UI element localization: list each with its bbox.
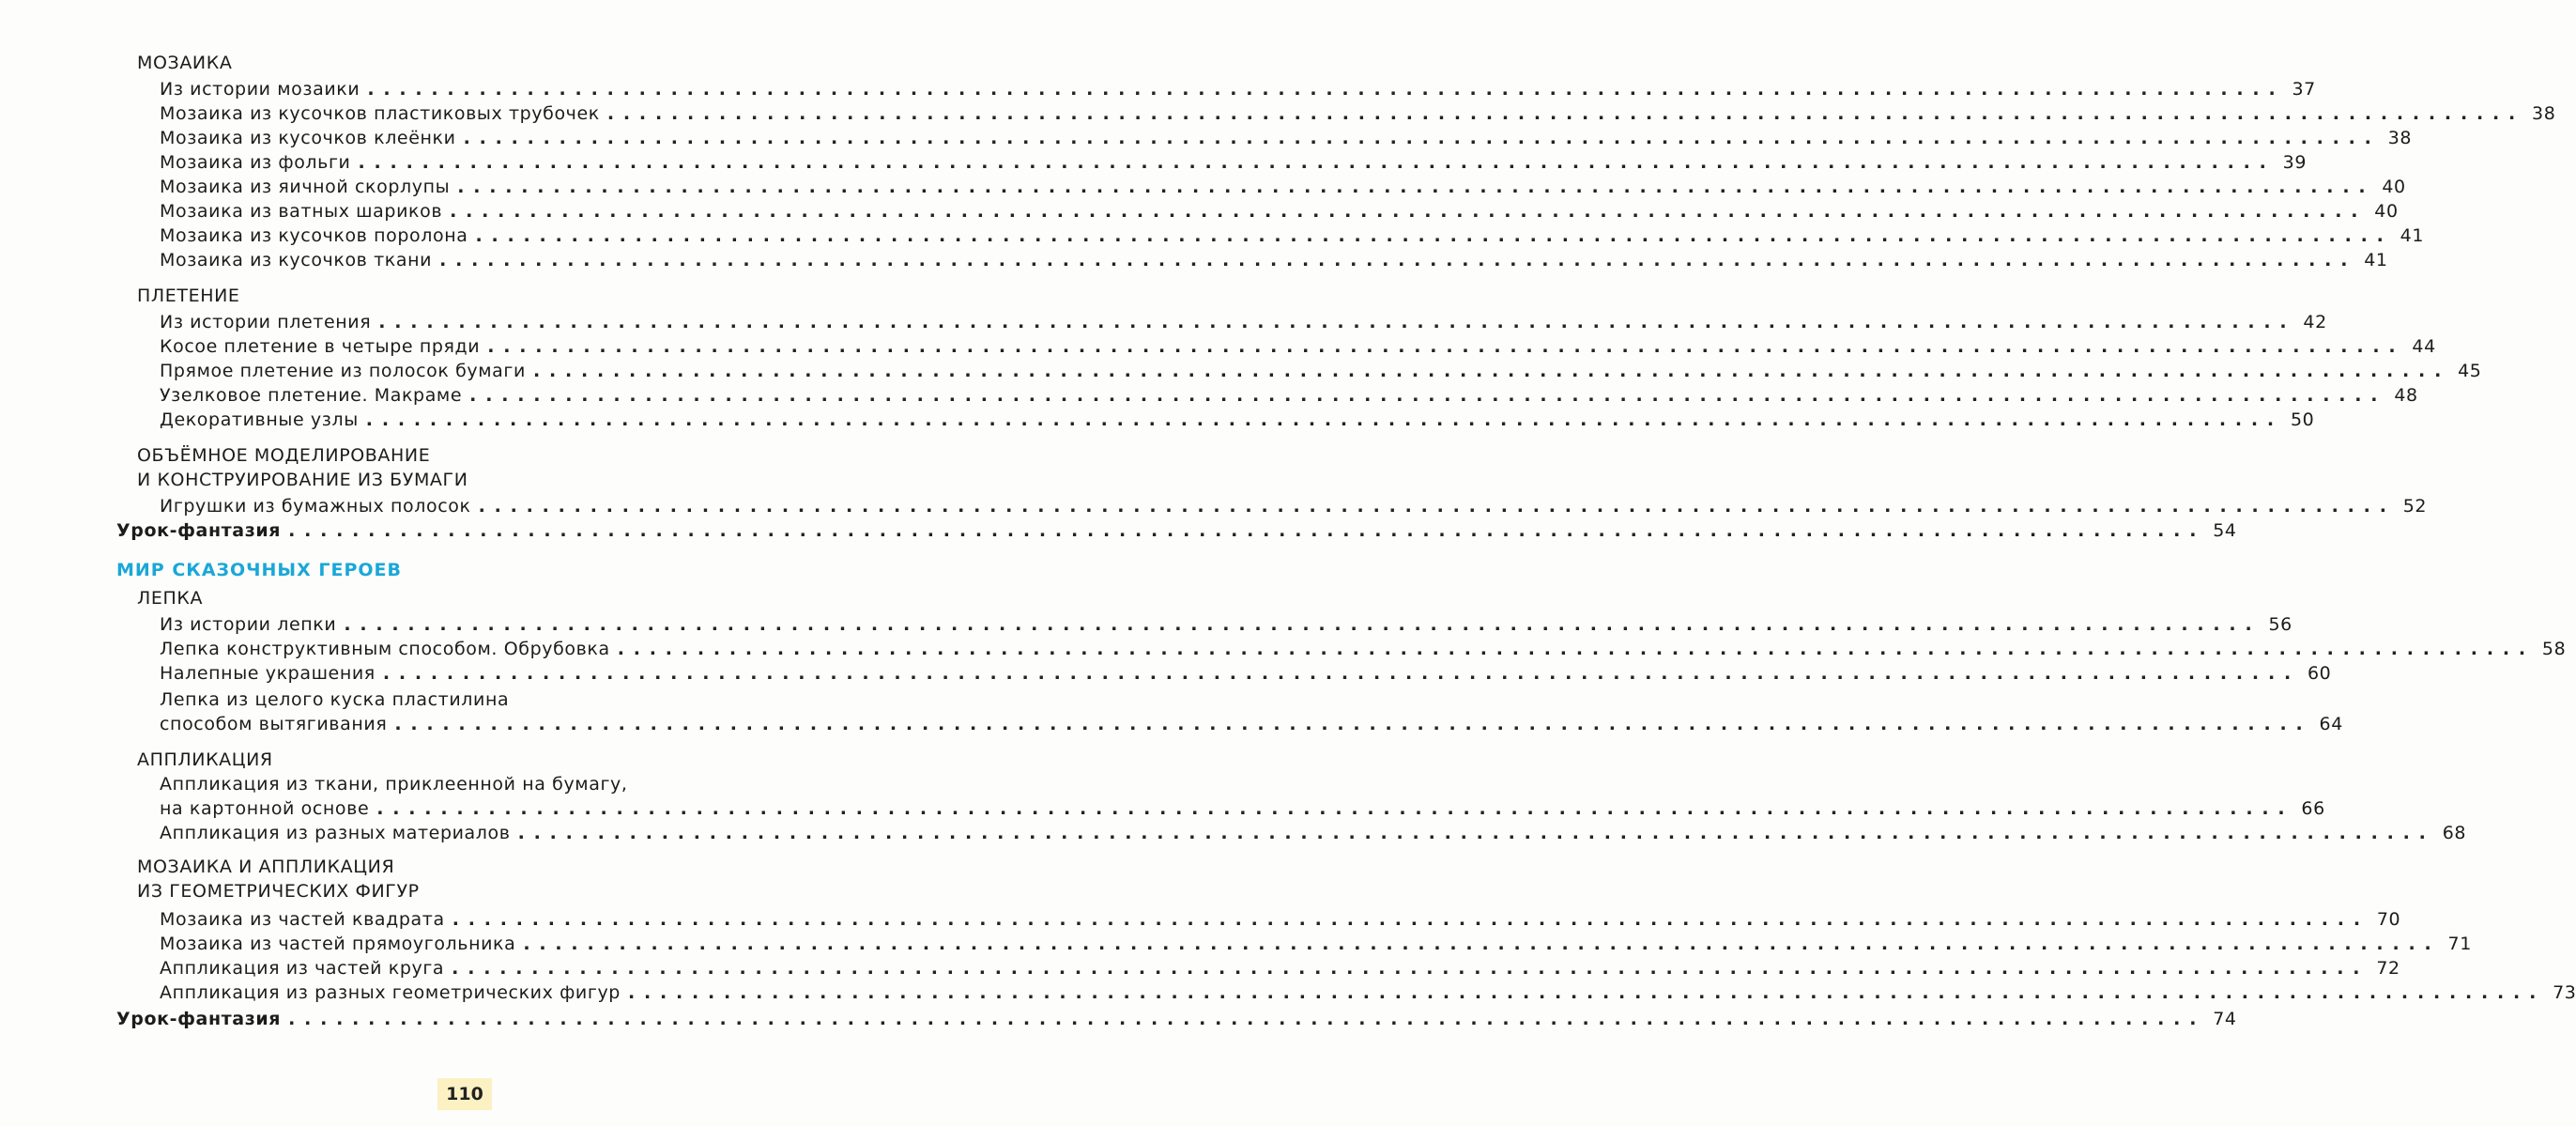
toc-entry-lesson[interactable] <box>116 1007 2237 1031</box>
entry-title: Налепные украшения <box>160 663 376 684</box>
chapter-heading: МИР СКАЗОЧНЫХ ГЕРОЕВ <box>116 560 403 580</box>
dot-leader: ........................................................................................................................ <box>532 361 2451 381</box>
entry-title: Мозаика из кусочков ткани <box>160 250 433 270</box>
toc-entry[interactable] <box>160 637 2567 661</box>
entry-page: 64 <box>2319 714 2343 734</box>
toc-entry[interactable] <box>160 199 2399 224</box>
entry-page: 40 <box>2374 201 2399 222</box>
entry-page: 68 <box>2442 823 2467 843</box>
entry-page: 38 <box>2532 103 2556 124</box>
entry-page: 42 <box>2303 312 2327 332</box>
entry-page: 66 <box>2301 798 2325 819</box>
entry-page: 38 <box>2387 128 2413 148</box>
toc-entry[interactable] <box>160 712 2343 736</box>
section-heading: ПЛЕТЕНИЕ <box>137 286 240 306</box>
entry-page: 58 <box>2541 639 2567 659</box>
entry-title: Мозаика из ватных шариков <box>160 201 443 222</box>
entry-title: Мозаика из частей прямоугольника <box>160 934 516 954</box>
dot-leader: ........................................................................................................................ <box>365 409 2283 430</box>
toc-entry-line1[interactable]: Лепка из целого куска пластилина <box>160 689 510 710</box>
toc-entry[interactable] <box>160 907 2401 932</box>
entry-page: 41 <box>2400 225 2425 246</box>
entry-page: 44 <box>2412 336 2436 357</box>
toc-entry[interactable] <box>160 408 2315 432</box>
toc-entry[interactable] <box>160 77 2316 101</box>
entry-title: Прямое плетение из полосок бумаги <box>160 361 526 381</box>
toc-entry[interactable] <box>160 359 2482 383</box>
dot-leader: ........................................................................................................................ <box>469 385 2387 406</box>
dot-leader: ........................................................................................................................ <box>358 152 2276 173</box>
dot-leader: ........................................................................................................................ <box>627 982 2546 1003</box>
entry-page: 39 <box>2282 152 2308 173</box>
entry-title: Мозаика из кусочков пластиковых трубочек <box>160 103 600 124</box>
toc-entry[interactable] <box>160 310 2327 334</box>
entry-title: Урок-фантазия <box>116 1009 282 1029</box>
entry-page: 50 <box>2290 409 2315 430</box>
entry-title: Лепка конструктивным способом. Обрубовка <box>160 639 610 659</box>
toc-entry[interactable] <box>160 175 2406 199</box>
entry-page: 70 <box>2376 909 2401 930</box>
toc-entry[interactable] <box>160 494 2428 518</box>
entry-title: Аппликация из разных геометрических фигур <box>160 982 621 1003</box>
dot-leader: ........................................................................................................................ <box>617 639 2535 659</box>
section-heading: МОЗАИКА <box>137 53 233 73</box>
entry-page: 40 <box>2382 177 2406 197</box>
dot-leader: ........................................................................................................................ <box>475 225 2393 246</box>
toc-entry[interactable] <box>160 612 2292 637</box>
dot-leader: ........................................................................................................................ <box>439 250 2357 270</box>
toc-entry[interactable] <box>160 150 2308 175</box>
entry-page: 56 <box>2268 614 2292 635</box>
dot-leader: ........................................................................................................................ <box>463 128 2381 148</box>
dot-leader: ........................................................................................................................ <box>367 79 2285 100</box>
toc-entry[interactable] <box>160 383 2418 408</box>
entry-title: Мозаика из частей квадрата <box>160 909 445 930</box>
entry-title: Аппликация из разных материалов <box>160 823 511 843</box>
entry-title: на картонной основе <box>160 798 370 819</box>
toc-entry[interactable] <box>160 224 2425 248</box>
dot-leader: ........................................................................................................................ <box>376 798 2294 819</box>
toc-entry[interactable] <box>160 796 2325 821</box>
dot-leader: ........................................................................................................................ <box>378 312 2296 332</box>
dot-leader: ........................................................................................................................ <box>288 520 2206 541</box>
entry-title: Игрушки из бумажных полосок <box>160 496 471 517</box>
toc-entry-lesson[interactable] <box>116 518 2237 543</box>
section-heading-line2: ИЗ ГЕОМЕТРИЧЕСКИХ ФИГУР <box>137 881 420 902</box>
toc-entry[interactable] <box>160 334 2436 359</box>
page-number: 110 <box>437 1078 492 1110</box>
section-heading: МОЗАИКА И АППЛИКАЦИЯ <box>137 857 395 877</box>
dot-leader: ........................................................................................................................ <box>450 201 2368 222</box>
toc-entry[interactable] <box>160 956 2400 980</box>
dot-leader: ........................................................................................................................ <box>606 103 2525 124</box>
section-heading: ЛЕПКА <box>137 588 204 609</box>
toc-entry[interactable] <box>160 101 2556 126</box>
entry-title: Мозаика из кусочков клеёнки <box>160 128 456 148</box>
entry-title: способом вытягивания <box>160 714 388 734</box>
section-heading: ОБЪЁМНОЕ МОДЕЛИРОВАНИЕ <box>137 445 431 466</box>
entry-title: Аппликация из частей круга <box>160 958 445 979</box>
entry-title: Из истории плетения <box>160 312 372 332</box>
entry-page: 60 <box>2307 663 2332 684</box>
entry-title: Из истории мозаики <box>160 79 360 100</box>
toc-entry[interactable] <box>160 661 2332 686</box>
dot-leader: ........................................................................................................................ <box>382 663 2300 684</box>
dot-leader: ........................................................................................................................ <box>523 934 2441 954</box>
entry-page: 48 <box>2394 385 2418 406</box>
section-heading: АППЛИКАЦИЯ <box>137 749 273 770</box>
entry-page: 41 <box>2364 250 2388 270</box>
entry-page: 74 <box>2213 1009 2237 1029</box>
toc-entry[interactable] <box>160 980 2576 1005</box>
entry-title: Из истории лепки <box>160 614 337 635</box>
dot-leader: ........................................................................................................................ <box>394 714 2312 734</box>
entry-title: Мозаика из яичной скорлупы <box>160 177 451 197</box>
entry-title: Косое плетение в четыре пряди <box>160 336 481 357</box>
entry-title: Мозаика из кусочков поролона <box>160 225 468 246</box>
entry-title: Урок-фантазия <box>116 520 282 541</box>
toc-entry[interactable] <box>160 821 2467 845</box>
toc-entry-line1[interactable]: Аппликация из ткани, приклеенной на бумагу, <box>160 774 628 795</box>
entry-page: 72 <box>2376 958 2400 979</box>
entry-title: Декоративные узлы <box>160 409 359 430</box>
toc-entry[interactable] <box>160 126 2413 150</box>
toc-entry[interactable] <box>160 932 2472 956</box>
entry-page: 71 <box>2447 934 2472 954</box>
dot-leader: ........................................................................................................................ <box>452 958 2369 979</box>
entry-title: Мозаика из фольги <box>160 152 351 173</box>
entry-page: 73 <box>2553 982 2576 1003</box>
section-heading-line2: И КОНСТРУИРОВАНИЕ ИЗ БУМАГИ <box>137 470 468 490</box>
dot-leader: ........................................................................................................................ <box>478 496 2396 517</box>
dot-leader: ........................................................................................................................ <box>487 336 2405 357</box>
entry-page: 54 <box>2213 520 2237 541</box>
toc-entry[interactable] <box>160 248 2388 272</box>
entry-page: 37 <box>2292 79 2316 100</box>
entry-page: 45 <box>2458 361 2482 381</box>
entry-page: 52 <box>2402 496 2428 517</box>
dot-leader: ........................................................................................................................ <box>344 614 2262 635</box>
entry-title: Узелковое плетение. Макраме <box>160 385 463 406</box>
dot-leader: ........................................................................................................................ <box>452 909 2369 930</box>
dot-leader: ........................................................................................................................ <box>457 177 2375 197</box>
dot-leader: ........................................................................................................................ <box>517 823 2435 843</box>
dot-leader: ........................................................................................................................ <box>288 1009 2206 1029</box>
